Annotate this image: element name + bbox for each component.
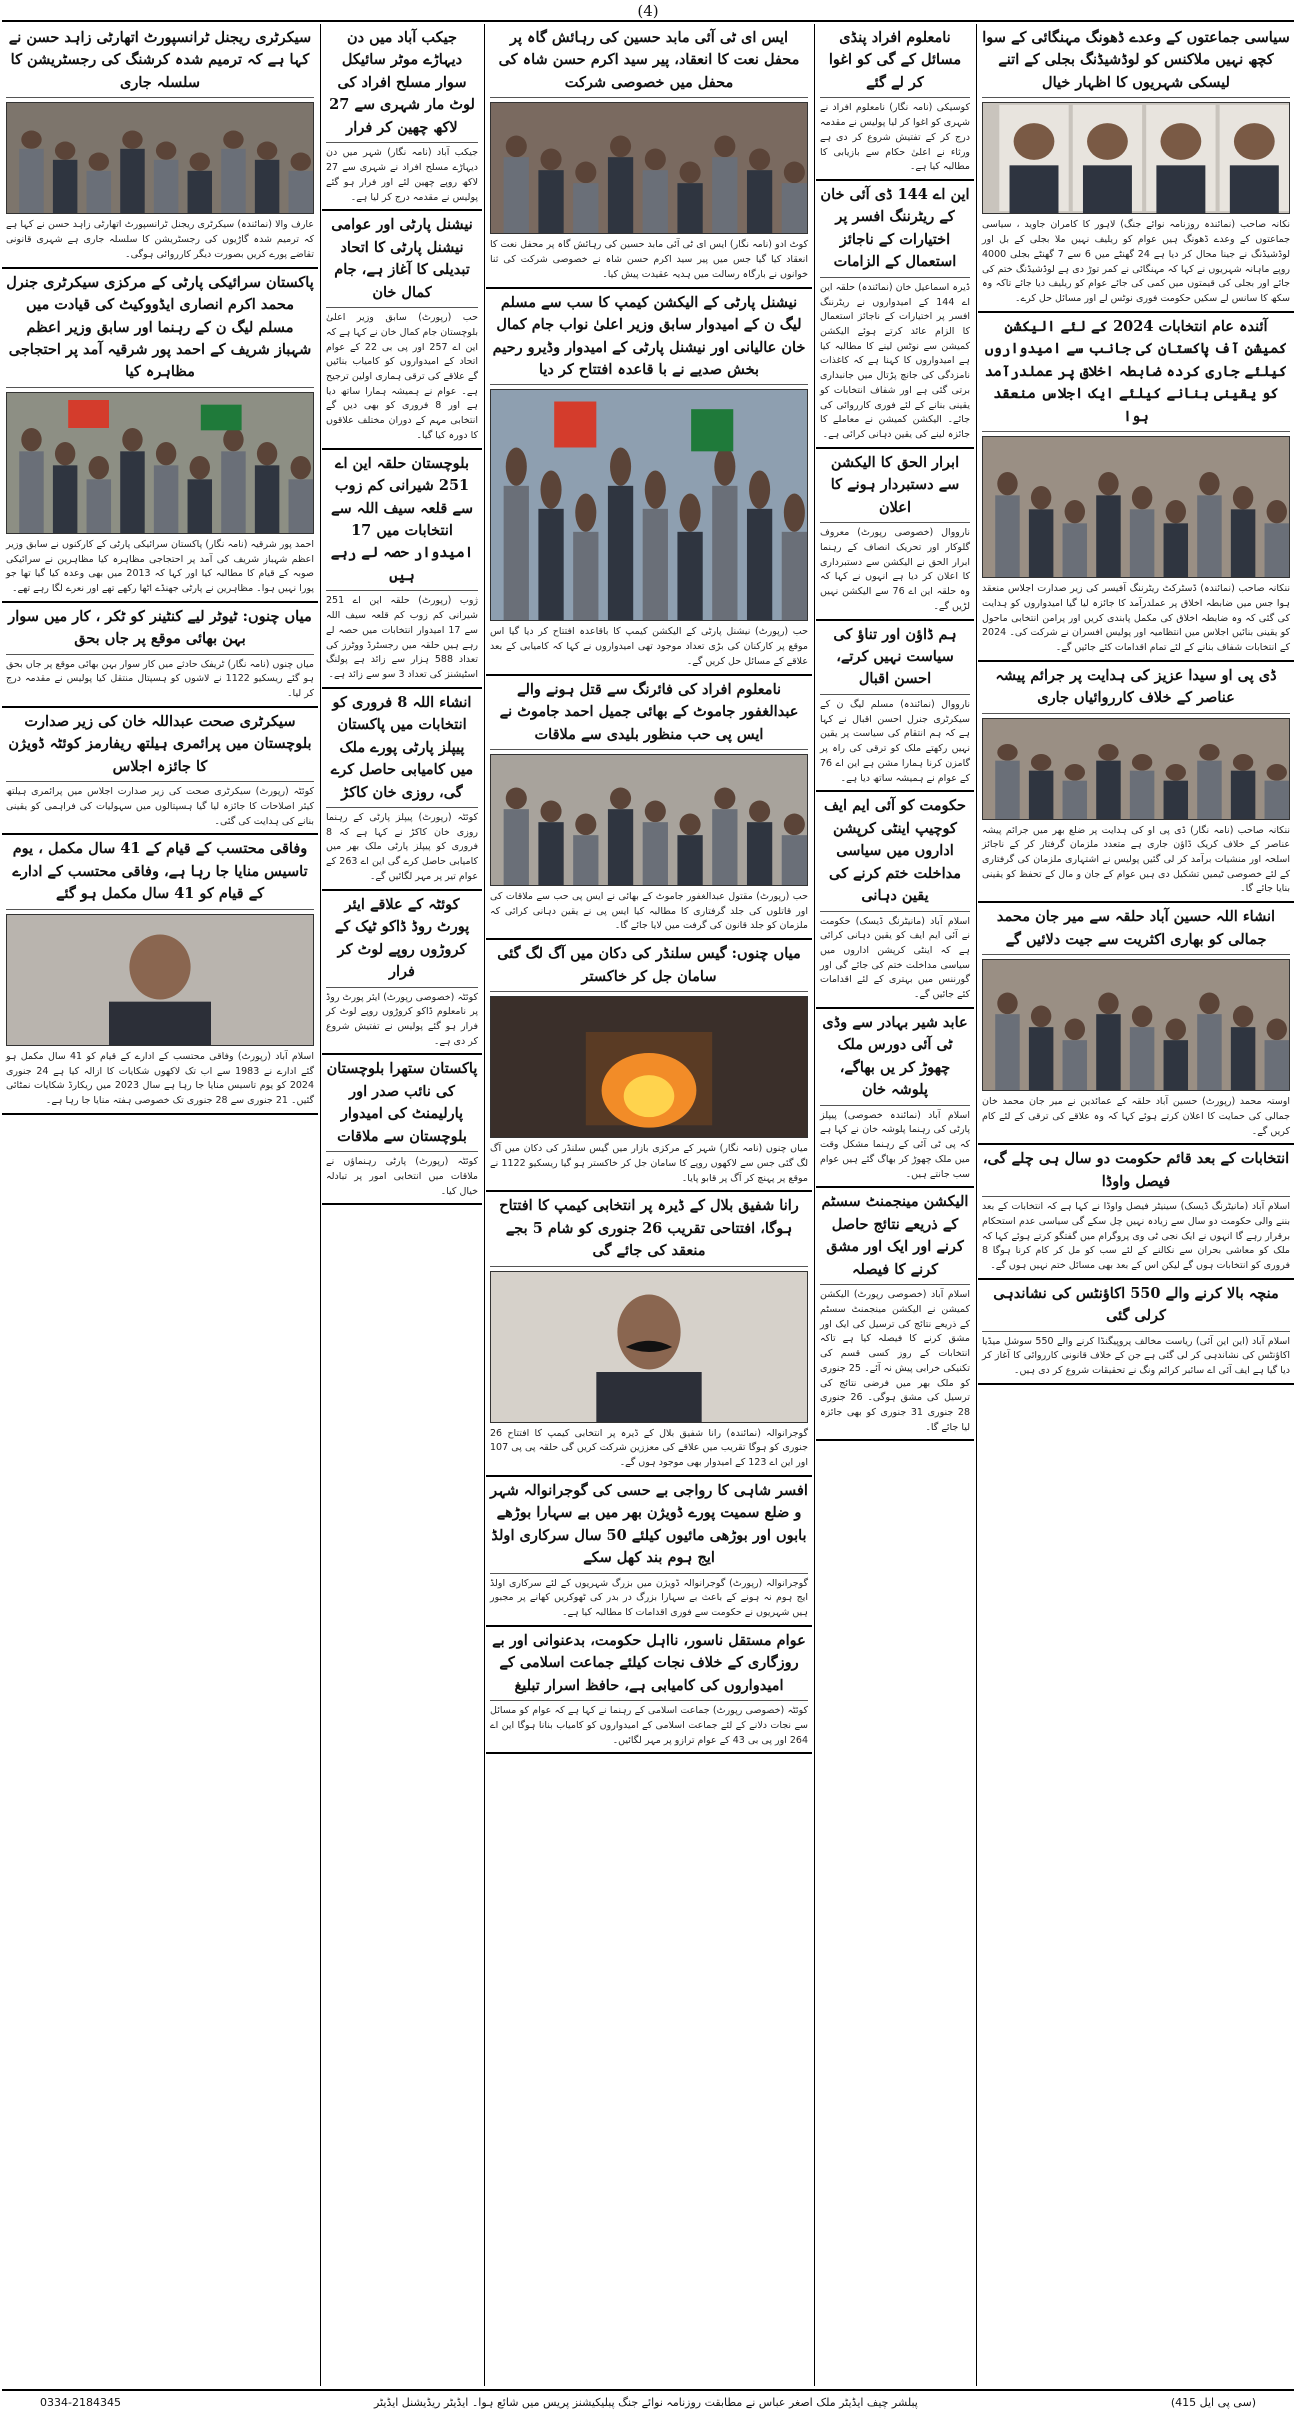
article-body: حب (رپورٹ) نیشنل پارٹی کے الیکشن کیمپ کا باقاعدہ افتتاح کر دیا گیا اس موقع پر کارکنان کی بڑی تعداد موجود تھی امیدواروں نے کہا کہ کامیابی کے بعد علاقے کے مسائل حل کریں گے۔ <box>490 626 808 667</box>
headline: حکومت کو آئی ایم ایف کوچیپ اینٹی کرپشن اداروں میں سیاسی مداخلت ختم کرنے کی یقین دہانی <box>820 795 970 911</box>
article <box>486 289 812 676</box>
column-divider <box>814 24 815 2386</box>
headline: افسر شاہی کا رواجی بے حسی کی گوجرانوالہ شہر و ضلع سمیت پورے ڈویژن بھر میں بے سہارا بوڑھے بابوں اور بوڑھی مائیوں کیلئے 50 سال سرکاری اولڈ ایج ہوم بند کھل سکے <box>490 1480 808 1574</box>
headline: الیکشن مینجمنٹ سسٹم کے ذریعے نتائج حاصل کرنے اور ایک اور مشق کرنے کا فیصلہ <box>820 1191 970 1285</box>
article-body: کوئٹہ (رپورٹ) پارٹی رہنماؤں نے ملاقات میں انتخابی امور پر تبادلہ خیال کیا۔ <box>326 1156 478 1197</box>
news-photo <box>6 102 314 214</box>
article-body: اسلام آباد (نمائندہ خصوصی) پیپلز پارٹی کی رہنما پلوشہ خان نے کہا ہے کہ پی ٹی آئی کے رہنما مشکل وقت میں ملک چھوڑ کر بھاگ گئے ہیں عوام سب جانتے ہیں۔ <box>820 1109 970 1180</box>
footer <box>0 2392 1296 2412</box>
headline: نیشنل پارٹی اور عوامی نیشنل پارٹی کا اتحاد تبدیلی کا آغاز ہے، جام کمال خان <box>326 214 478 308</box>
headline: میاں چنوں: ٹیوٹر لیے کنٹینر کو ٹکر ، کار میں سوار بہن بھائی موقع پر جاں بحق <box>6 606 314 655</box>
article-body: کوئٹہ (خصوصی رپورٹ) ایئر پورٹ روڈ پر نامعلوم ڈاکو کروڑوں روپے لوٹ کر فرار ہو گئے پولیس نے تفتیش شروع کر دی ہے۔ <box>326 991 478 1047</box>
article <box>978 662 1294 904</box>
headline: جیکب آباد میں دن دیہاڑے موٹر سائیکل سوار مسلح افراد کی لوٹ مار شہری سے 27 لاکھ چھین کر فرار <box>326 27 478 143</box>
article <box>978 1145 1294 1280</box>
headline: منچہ بالا کرنے والے 550 اکاؤنٹس کی نشاندہی کرلی گئی <box>982 1283 1290 1332</box>
article-body: حب (رپورٹ) سابق وزیر اعلیٰ بلوچستان جام کمال خان نے کہا ہے کہ این اے 257 اور پی بی 22 کے عوام اتحاد کے امیدواروں کو کامیاب بنائیں گے علاقے کی ترقی ہماری اولین ترجیح ہے۔ عوام نے ہمیشہ ہمارا ساتھ دیا ہے اور 8 فروری کو بھی دیں گے انتخابی مہم کے دوران مختلف علاقوں کا دورہ کیا گیا۔ <box>326 312 478 441</box>
article-body: اسلام آباد (مانیٹرنگ ڈیسک) حکومت نے آئی ایم ایف کو یقین دہانی کرائی ہے کہ اینٹی کرپشن اداروں میں سیاسی مداخلت ختم کی جائے گی اور گورننس میں بہتری کے لئے اقدامات کئے جائیں گے۔ <box>820 915 970 1001</box>
column-5 <box>2 24 318 2386</box>
column-divider <box>484 24 485 2386</box>
headline: سیاسی جماعتوں کے وعدے ڈھونگ مہنگائی کے سوا کچھ نہیں ملاکنس کو لوڈشیڈنگ بجلی کے اتنے لیسکی شہریوں کا اظہار خیال <box>982 27 1290 98</box>
article <box>322 689 482 891</box>
article <box>816 792 974 1009</box>
headline: پاکستان سرائیکی پارٹی کے مرکزی سیکرٹری جنرل محمد اکرم انصاری ایڈووکیٹ کی قیادت میں مسلم لیگ ن کے رہنما اور سابق وزیر اعظم شہباز شریف کے احمد پور شرقیہ آمد پر احتجاجی مظاہرہ کیا <box>6 272 314 388</box>
article-body: اوستہ محمد (رپورٹ) حسین آباد حلقہ کے عمائدین نے میر جان محمد خان جمالی کی حمایت کا اعلان کرتے ہوئے کہا کہ وہ علاقے کی ترقی کے لئے کام کریں گے۔ <box>982 1096 1290 1137</box>
bottom-rule <box>2 2389 1294 2391</box>
article-body: نارووال (نمائندہ) مسلم لیگ ن کے سیکرٹری جنرل احسن اقبال نے کہا ہے کہ ہم انتقام کی سیاست پر یقین نہیں رکھتے ملک کو ترقی کی راہ پر گامزن کرنا ہمارا مشن ہے این اے 76 کے عوام نے ہمیشہ ساتھ دیا ہے۔ <box>820 698 970 784</box>
article <box>486 1627 812 1755</box>
article <box>2 24 318 269</box>
article-body: کوٹ ادو (نامہ نگار) ایس ای ٹی آئی مابد حسین کی رہائش گاہ پر محفل نعت کا انعقاد کیا گیا جس میں پیر سید اکرم حسن شاہ نے خصوصی شرکت کی ثنا خوانوں نے بارگاہ رسالت میں ہدیہ عقیدت پیش کیا۔ <box>490 239 808 280</box>
news-photo <box>982 718 1290 820</box>
news-photo <box>490 102 808 234</box>
article-body: ننکانہ صاحب (نامہ نگار) ڈی پی او کی ہدایت پر ضلع بھر میں جرائم پیشہ عناصر کے خلاف کریک ڈاؤن جاری ہے متعدد ملزمان گرفتار کر کے ناجائز اسلحہ اور منشیات برآمد کر لی گئیں پولیس نے اشتہاری ملزمان کی گرفتاری کے لئے خصوصی ٹیمیں تشکیل دی ہیں عوام کے جان و مال کے تحفظ کو یقینی بنایا جائے گا۔ <box>982 824 1290 895</box>
headline: نامعلوم افراد پنڈی مسائل کے گی کو اغوا کر لے گئے <box>820 27 970 98</box>
article-body: گوجرانوالہ (نمائندہ) رانا شفیق بلال کے ڈیرہ پر انتخابی کیمپ کا افتتاح 26 جنوری کو ہوگا تقریب میں علاقے کی معززین شرکت کریں گی حلقہ پی پی 107 اور این اے 123 کے امیدوار بھی موجود ہوں گے۔ <box>490 1427 808 1469</box>
top-rule <box>2 20 1294 22</box>
article-body: ننکانہ صاحب (نمائندہ) ڈسٹرکٹ ریٹرننگ آفیسر کی زیر صدارت اجلاس منعقد ہوا جس میں ضابطہ اخلاق پر عملدرآمد کا جائزہ لیا گیا امیدواروں کو ہدایت کی گئی کہ وہ ضابطہ اخلاق کی مکمل پابندی کریں اور پرامن انتخابی ماحول کو یقینی بنائیں اجلاس میں انتظامیہ اور پولیس افسران نے شرکت کی۔ 2024 کے انتخابات شفاف بنانے کے لئے تمام اقدامات کئے جائیں گے۔ <box>982 583 1290 653</box>
article <box>2 835 318 1114</box>
article <box>816 1009 974 1188</box>
article <box>2 603 318 708</box>
article <box>978 24 1294 313</box>
article <box>322 1055 482 1205</box>
footer-imprint: پبلشر چیف ایڈیٹر ملک اصغر عباس نے مطابقت روزنامہ نوائے جنگ پبلیکیشنز پریس میں شائع ہوا۔ ایڈیٹر ریڈیشنل ایڈیٹر <box>373 2395 918 2409</box>
headline: این اے 144 ڈی آئی خان کے ریٹرننگ افسر پر اختیارات کے ناجائز استعمال کے الزامات <box>820 184 970 278</box>
column-divider <box>320 24 321 2386</box>
footer-phone: 0334-2184345 <box>40 2395 121 2409</box>
article <box>322 891 482 1056</box>
column-2 <box>816 24 974 2386</box>
headline: رانا شفیق بلال کے ڈیرہ پر انتخابی کیمپ کا افتتاح ہوگا، افتتاحی تقریب 26 جنوری کو شام 5 بجے منعقد کی جائے گی <box>490 1195 808 1266</box>
news-photo <box>982 102 1290 214</box>
article <box>486 1192 812 1477</box>
news-photo <box>6 914 314 1046</box>
article <box>816 449 974 621</box>
headline: ہم ڈاؤن اور تناؤ کی سیاست نہیں کرتے، احسن اقبال <box>820 624 970 695</box>
headline: ابرار الحق کا الیکشن سے دستبردار ہونے کا اعلان <box>820 452 970 523</box>
article-body: کوئٹہ (رپورٹ) پیپلز پارٹی کے رہنما روزی خان کاکڑ نے کہا ہے کہ 8 فروری کو پیپلز پارٹی ملک بھر میں کامیابی حاصل کرے گی این اے 263 کے عوام تیر پر مہر لگائیں گے۔ <box>326 812 478 882</box>
article-body: ژوب (رپورٹ) حلقہ این اے 251 شیرانی کم زوب کم قلعہ سیف اللہ سے 17 امیدوار انتخابات میں حصہ لے رہے ہیں حلقہ میں رجسٹرڈ ووٹرز کی تعداد 588 ہزار سے زائد ہے پولنگ اسٹیشنز کی تعداد 3 سو سے زائد ہے۔ <box>326 595 478 680</box>
article <box>978 1280 1294 1385</box>
column-divider <box>976 24 977 2386</box>
headline: سیکرٹری ریجنل ٹرانسپورٹ اتھارٹی زاہد حسن نے کہا ہے کہ ترمیم شدہ کرشنگ کی رجسٹریشن کا سلسلہ جاری <box>6 27 314 98</box>
article-body: عارف والا (نمائندہ) سیکرٹری ریجنل ٹرانسپورٹ اتھارٹی زاہد حسن نے کہا ہے کہ ترمیم شدہ گاڑیوں کی رجسٹریشن کا سلسلہ جاری ہے شہری قانونی تقاضے پورے کریں بصورت دیگر کارروائی ہوگی۔ <box>6 219 314 260</box>
article <box>322 450 482 689</box>
article <box>2 708 318 836</box>
article <box>816 181 974 449</box>
article-body: میاں چنوں (نامہ نگار) شہر کے مرکزی بازار میں گیس سلنڈر کی دکان میں آگ لگ گئی جس سے لاکھوں روپے کا سامان جل کر خاکستر ہو گیا ریسکیو 1122 نے موقع پر پہنچ کر آگ پر قابو پایا۔ <box>490 1143 808 1184</box>
news-photo <box>490 1271 808 1423</box>
news-photo <box>982 436 1290 578</box>
page-number: (4) <box>637 2 659 20</box>
article <box>816 24 974 181</box>
column-4 <box>322 24 482 2386</box>
article <box>322 24 482 211</box>
headline: میاں چنوں: گیس سلنڈر کی دکان میں آگ لگ گئی سامان جل کر خاکستر <box>490 943 808 992</box>
footer-code: (سی پی ایل 415) <box>1170 2395 1256 2409</box>
article <box>486 940 812 1192</box>
article-body: اسلام آباد (مانیٹرنگ ڈیسک) سینیٹر فیصل واوڈا نے کہا ہے کہ انتخابات کے بعد بننے والی حکومت دو سال سے زیادہ نہیں چل سکے گی سیاسی عدم استحکام برقرار رہے گا انہوں نے ایک نجی ٹی وی پروگرام میں گفتگو کرتے ہوئے کہا کہ ملک کو معاشی بحران سے نکالنے کے لئے سب کو مل کر کام کرنا ہوگا 8 فروری کو انتخابات ہوں گے لیکن اس کے بعد بھی مسائل ختم نہیں ہوں گے۔ <box>982 1201 1290 1272</box>
article-body: اسلام آباد (این این آئی) ریاست مخالف پروپیگنڈا کرنے والے 550 سوشل میڈیا اکاؤنٹس کی نشاندہی کر لی گئی ہے جن کے خلاف قانونی کارروائی کا آغاز کر دیا گیا ہے ایف آئی اے سائبر کرائم ونگ نے تحقیقات شروع کر دی ہیں۔ <box>982 1335 1290 1377</box>
headline: پاکستان ستھرا بلوچستان کی نائب صدر اور پارلیمنٹ کی امیدوار بلوچستان سے ملاقات <box>326 1058 478 1152</box>
article <box>978 313 1294 662</box>
article <box>816 621 974 793</box>
news-photo <box>490 389 808 621</box>
headline: ایس ای ٹی آئی مابد حسین کی رہائش گاہ پر محفل نعت کا انعقاد، پیر سید اکرم حسن شاہ کی محفل میں خصوصی شرکت <box>490 27 808 98</box>
column-3 <box>486 24 812 2386</box>
article-body: کوئٹہ (رپورٹ) سیکرٹری صحت کی زیر صدارت اجلاس میں پرائمری ہیلتھ کیئر اصلاحات کا جائزہ لیا گیا ہسپتالوں میں سہولیات کی فراہمی کو یقینی بنانے کی ہدایت کی گئی۔ <box>6 786 314 827</box>
article <box>322 211 482 449</box>
article-body: ڈیرہ اسماعیل خان (نمائندہ) حلقہ این اے 144 کے امیدواروں نے ریٹرننگ افسر پر اختیارات کے ناجائز استعمال کا الزام عائد کرتے ہوئے الیکشن کمیشن سے نوٹس لینے کا مطالبہ کیا ہے امیدواروں کا کہنا ہے کہ کاغذات نامزدگی کی جانچ پڑتال میں جانبداری برتی گئی ہے اور شفاف انتخابات کو یقینی بنانے کے لئے فوری کارروائی کی جائے۔ الیکشن کمیشن نے معاملے کا جائزہ لینے کی یقین دہانی کرائی ہے۔ <box>820 281 970 441</box>
article <box>2 269 318 603</box>
headline: ڈی پی او سیدا عزیز کی ہدایت پر جرائم پیشہ عناصر کے خلاف کارروائیاں جاری <box>982 665 1290 714</box>
headline: کوئٹہ کے علاقے ایئر پورٹ روڈ ڈاکو ٹیک کے کروڑوں روپے لوٹ کر فرار <box>326 894 478 988</box>
headline: آئندہ عام انتخابات 2024 کے لئے الیکشن کمیشن آف پاکستان کی جانب سے امیدواروں کیلئے جاری کردہ ضابطہ اخلاق پر عملدرآمد کو یقینی بنانے کیلئے ایک اجلاس منعقد ہوا <box>982 316 1290 432</box>
article-body: اسلام آباد (خصوصی رپورٹ) الیکشن کمیشن نے الیکشن مینجمنٹ سسٹم کے ذریعے نتائج کی ترسیل کی ایک اور مشق کرنے کا فیصلہ کیا ہے تاکہ انتخابات کے روز کسی قسم کی تکنیکی خرابی پیش نہ آئے۔ 25 جنوری کو ملک بھر میں فرضی نتائج کی ترسیل کی مشق ہوگی۔ 26 جنوری 28 جنوری 31 جنوری کو بھی جائزہ لیا جائے گا۔ <box>820 1289 970 1433</box>
article-body: جیکب آباد (نامہ نگار) شہر میں دن دیہاڑے مسلح افراد نے شہری سے 27 لاکھ روپے چھین لئے اور فرار ہو گئے پولیس نے مقدمہ درج کر لیا ہے۔ <box>326 147 478 203</box>
article <box>816 1188 974 1441</box>
article-body: حب (رپورٹ) مقتول عبدالغفور جاموٹ کے بھائی نے ایس پی حب سے ملاقات کی اور قاتلوں کی جلد گرفتاری کا مطالبہ کیا ایس پی نے یقین دہانی کرائی کہ ملزمان کو جلد قانون کی گرفت میں لایا جائے گا۔ <box>490 891 808 932</box>
headline: وفاقی محتسب کے قیام کے 41 سال مکمل ، یوم تاسیس منایا جا رہا ہے، وفاقی محتسب کے ادارے کے قیام کو 41 سال مکمل ہو گئے <box>6 838 314 909</box>
headline: بلوچستان حلقہ این اے 251 شیرانی کم زوب سے قلعہ سیف اللہ سے انتخابات میں 17 امیدوار حصہ لے رہے ہیں <box>326 453 478 592</box>
article-body: نارووال (خصوصی رپورٹ) معروف گلوکار اور تحریک انصاف کے رہنما ابرار الحق نے الیکشن سے دستبرداری کا اعلان کر دیا ہے انہوں نے کہا کہ وہ حلقہ این اے 76 سے الیکشن نہیں لڑیں گے۔ <box>820 527 971 612</box>
headline: نیشنل پارٹی کے الیکشن کیمپ کا سب سے مسلم لیگ ن کے امیدوار سابق وزیر اعلیٰ نواب جام کمال خان عالیانی اور نیشنل پارٹی کے امیدوار وڈیرو رحیم بخش صدیے نے با قاعدہ افتتاح کر دیا <box>490 292 808 386</box>
headline: نامعلوم افراد کی فائرنگ سے قتل ہونے والے عبدالغفور جاموٹ کے بھائی جمیل احمد جاموٹ نے ایس پی حب منظور بلیدی سے ملاقات <box>490 679 808 750</box>
article <box>486 676 812 941</box>
article-body: اسلام آباد (رپورٹ) وفاقی محتسب کے ادارے کے قیام کو 41 سال مکمل ہو گئے ادارے نے 1983 سے اب تک لاکھوں شکایات کا ازالہ کیا ہے 24 جنوری 2024 کو یوم تاسیس منایا جا رہا ہے سال 2023 میں ریکارڈ شکایات نمٹائی گئیں۔ 21 جنوری سے 28 جنوری تک خصوصی ہفتہ منایا جا رہا ہے۔ <box>6 1050 315 1106</box>
headline: سیکرٹری صحت عبداللہ خان کی زیر صدارت بلوچستان میں پرائمری ہیلتھ ریفارمز کوئٹہ ڈویژن کا جائزہ اجلاس <box>6 711 314 782</box>
news-photo <box>490 754 808 886</box>
headline: عابد شیر بہادر سے وڈی ٹی آئی دورس ملک چھوڑ کر یں بھاگے، پلوشہ خان <box>820 1012 970 1106</box>
headline: انشاء اللہ 8 فروری کو انتخابات میں پاکستان پیپلز پارٹی پورے ملک میں کامیابی حاصل کرے گی، روزی خان کاکڑ <box>326 692 478 808</box>
article-body: کوسیکی (نامہ نگار) نامعلوم افراد نے شہری کو اغوا کر لیا پولیس نے مقدمہ درج کر کے تفتیش شروع کر دی ہے ورثاء نے اعلیٰ حکام سے بازیابی کا مطالبہ کیا ہے۔ <box>820 102 970 173</box>
news-photo <box>490 996 808 1138</box>
article-body: نکانہ صاحب (نمائندہ روزنامہ نوائے جنگ) لاہور کا کامران جاوید ، سیاسی جماعتوں کے وعدے ڈھونگ ہیں عوام کو ریلیف نہیں ملا بجلی کے بل اور لوڈشیڈنگ نے جینا محال کر دیا ہے 24 گھنٹے میں 6 سے 7 گھنٹے بجلی 4000 روپے ماہانہ شہریوں نے کہا کہ مہنگائی نے کمر توڑ دی ہے لوڈشیڈنگ ختم کی جائے اور بجلی کی قیمتوں میں کمی کی جائے عوام کو ریلیف دیا جائے تاکہ وہ سکھ کا سانس لے سکیں حکومت فوری نوٹس لے اور مسائل حل کرے۔ <box>982 219 1290 304</box>
column-1 <box>978 24 1294 2386</box>
headline: عوام مستقل ناسور، نااہل حکومت، بدعنوانی اور بے روزگاری کے خلاف نجات کیلئے جماعت اسلامی کے امیدواروں کی کامیابی ہے، حافظ اسرار تبلیغ <box>490 1630 808 1701</box>
news-photo <box>6 392 314 534</box>
article-body: کوئٹہ (خصوصی رپورٹ) جماعت اسلامی کے رہنما نے کہا ہے کہ عوام کو مسائل سے نجات دلانے کے لئے جماعت اسلامی کے امیدواروں کو کامیاب بنانا ہوگا این اے 264 اور پی بی 43 کے عوام ترازو پر مہر لگائیں۔ <box>490 1705 808 1746</box>
headline: انشاء اللہ حسین آباد حلقہ سے میر جان محمد جمالی کو بھاری اکثریت سے جیت دلائیں گے <box>982 906 1290 955</box>
article-body: گوجرانوالہ (رپورٹ) گوجرانوالہ ڈویژن میں بزرگ شہریوں کے لئے سرکاری اولڈ ایج ہوم نہ ہونے کے باعث بے سہارا بزرگ در بدر کی ٹھوکریں کھانے پر مجبور ہیں شہریوں نے حکومت سے فوری اقدامات کا مطالبہ کیا ہے۔ <box>490 1577 808 1619</box>
article <box>486 1477 812 1627</box>
article <box>978 903 1294 1145</box>
headline: انتخابات کے بعد قائم حکومت دو سال ہی چلے گی، فیصل واوڈا <box>982 1148 1290 1197</box>
article-body: میاں چنوں (نامہ نگار) ٹریفک حادثے میں کار سوار بہن بھائی موقع پر جاں بحق ہو گئے ریسکیو 1122 نے لاشوں کو ہسپتال منتقل کیا پولیس نے مقدمہ درج کر لیا۔ <box>6 658 315 700</box>
article <box>486 24 812 289</box>
news-photo <box>982 959 1290 1091</box>
article-body: احمد پور شرقیہ (نامہ نگار) پاکستان سرائیکی پارٹی کے کارکنوں نے سابق وزیر اعظم شہباز شریف کی آمد پر احتجاجی مظاہرہ کیا مظاہرین نے سرائیکی صوبہ کے قیام کا مطالبہ کیا اور کہا کہ 2013 میں بھی وعدہ کیا گیا تھا جو پورا نہیں ہوا۔ مظاہرین نے پارٹی جھنڈے اٹھا رکھے تھے اور نعرے لگا رہے تھے۔ <box>6 538 314 595</box>
